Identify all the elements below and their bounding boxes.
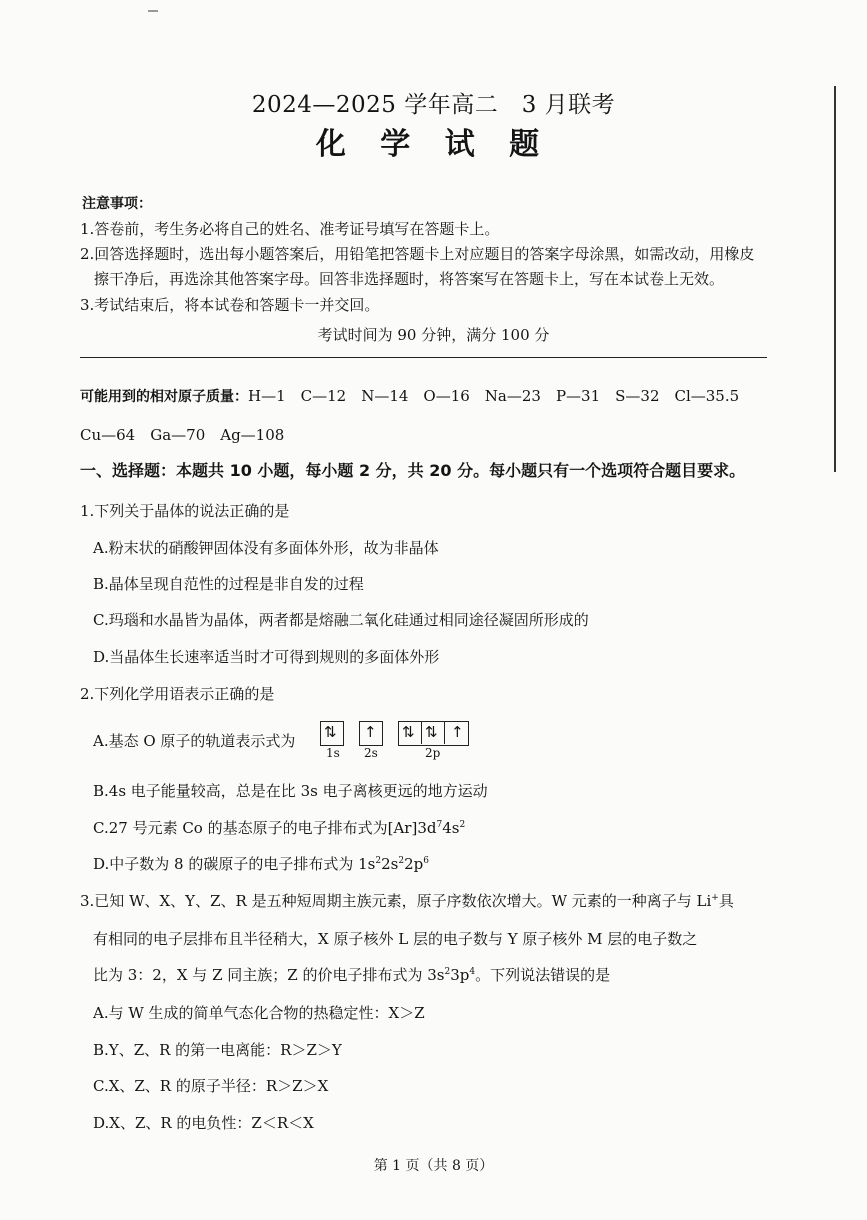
orbital-arrow-2p-3: ↑ (451, 723, 464, 741)
q1-option-b: B.晶体呈现自范性的过程是非自发的过程 (93, 575, 364, 593)
notice-item-1: 1.答卷前，考生务必将自己的姓名、准考证号填写在答题卡上。 (80, 220, 500, 238)
q3-option-d: D.X、Z、R 的电负性：Z＜R＜X (93, 1114, 314, 1132)
atomic-masses-label: 可能用到的相对原子质量： (80, 389, 248, 405)
atomic-masses-line-2: Cu—64 Ga—70 Ag—108 (80, 426, 285, 444)
orbital-label-1s: 1s (326, 746, 340, 760)
orbital-arrow-2p-2: ⇅ (425, 723, 438, 741)
orbital-label-2s: 2s (364, 746, 378, 760)
notice-item-3: 3.考试结束后，将本试卷和答题卡一并交回。 (80, 296, 380, 314)
orbital-arrow-2s: ↑ (364, 723, 377, 741)
orbital-divider (444, 721, 445, 744)
notice-item-2-line-1: 2.回答选择题时，选出每小题答案后，用铅笔把答题卡上对应题目的答案字母涂黑，如需改动，用橡皮 (80, 245, 755, 263)
q3-option-c: C.X、Z、R 的原子半径：R＞Z＞X (93, 1077, 329, 1095)
orbital-label-2p: 2p (425, 746, 441, 760)
scan-mark (148, 10, 158, 12)
divider-line (80, 357, 767, 358)
orbital-divider (421, 721, 422, 744)
q1-option-a: A.粉末状的硝酸钾固体没有多面体外形，故为非晶体 (93, 539, 439, 557)
orbital-arrow-1s: ⇅ (324, 723, 337, 741)
atomic-masses-values: H—1 C—12 N—14 O—16 Na—23 P—31 S—32 Cl—35.5 (248, 387, 740, 405)
q2-stem: 2.下列化学用语表示正确的是 (80, 685, 275, 703)
exam-info: 考试时间为 90 分钟，满分 100 分 (317, 326, 550, 344)
q3-stem-line-1: 3.已知 W、X、Y、Z、R 是五种短周期主族元素，原子序数依次增大。W 元素的一种离子与 Li+具 (80, 892, 734, 910)
q1-option-d: D.当晶体生长速率适当时才可得到规则的多面体外形 (93, 648, 440, 666)
page-footer: 第 1 页（共 8 页） (373, 1158, 494, 1174)
q3-stem-line-3: 比为 3：2，X 与 Z 同主族；Z 的价电子排布式为 $3s^23p^4$。下列说法错误的是 (93, 966, 611, 984)
q3-option-a: A.与 W 生成的简单气态化合物的热稳定性：X＞Z (93, 1004, 425, 1022)
q1-stem: 1.下列关于晶体的说法正确的是 (80, 502, 290, 520)
exam-title: 2024—2025 学年高二 3 月联考 (251, 92, 616, 118)
q2-option-c: C.27 号元素 Co 的基态原子的电子排布式为$[Ar]3d^74s^2$ (93, 819, 466, 837)
section-heading: 一、选择题：本题共 10 小题，每小题 2 分，共 20 分。每小题只有一个选项符合题目要求。 (80, 461, 746, 480)
subject-title: 化 学 试 题 (315, 127, 552, 162)
q2-option-b: B.4s 电子能量较高，总是在比 3s 电子离核更远的地方运动 (93, 782, 488, 800)
q2-option-d: D.中子数为 8 的碳原子的电子排布式为 $1s^22s^22p^6$ (93, 855, 429, 873)
orbital-arrow-2p-1: ⇅ (402, 723, 415, 741)
q3-stem-line-2: 有相同的电子层排布且半径稍大，X 原子核外 L 层的电子数与 Y 原子核外 M 层的电子数之 (93, 930, 698, 948)
q3-option-b: B.Y、Z、R 的第一电离能：R＞Z＞Y (93, 1041, 342, 1059)
q2-option-a-text: A.基态 O 原子的轨道表示式为 (93, 732, 296, 750)
notice-item-2-line-2: 擦干净后，再选涂其他答案字母。回答非选择题时，将答案写在答题卡上，写在本试卷上无效。 (94, 270, 725, 288)
notice-heading: 注意事项： (82, 196, 152, 212)
q1-option-c: C.玛瑙和水晶皆为晶体，两者都是熔融二氧化硅通过相同途径凝固所形成的 (93, 611, 589, 629)
atomic-masses-line-1 (80, 385, 739, 406)
